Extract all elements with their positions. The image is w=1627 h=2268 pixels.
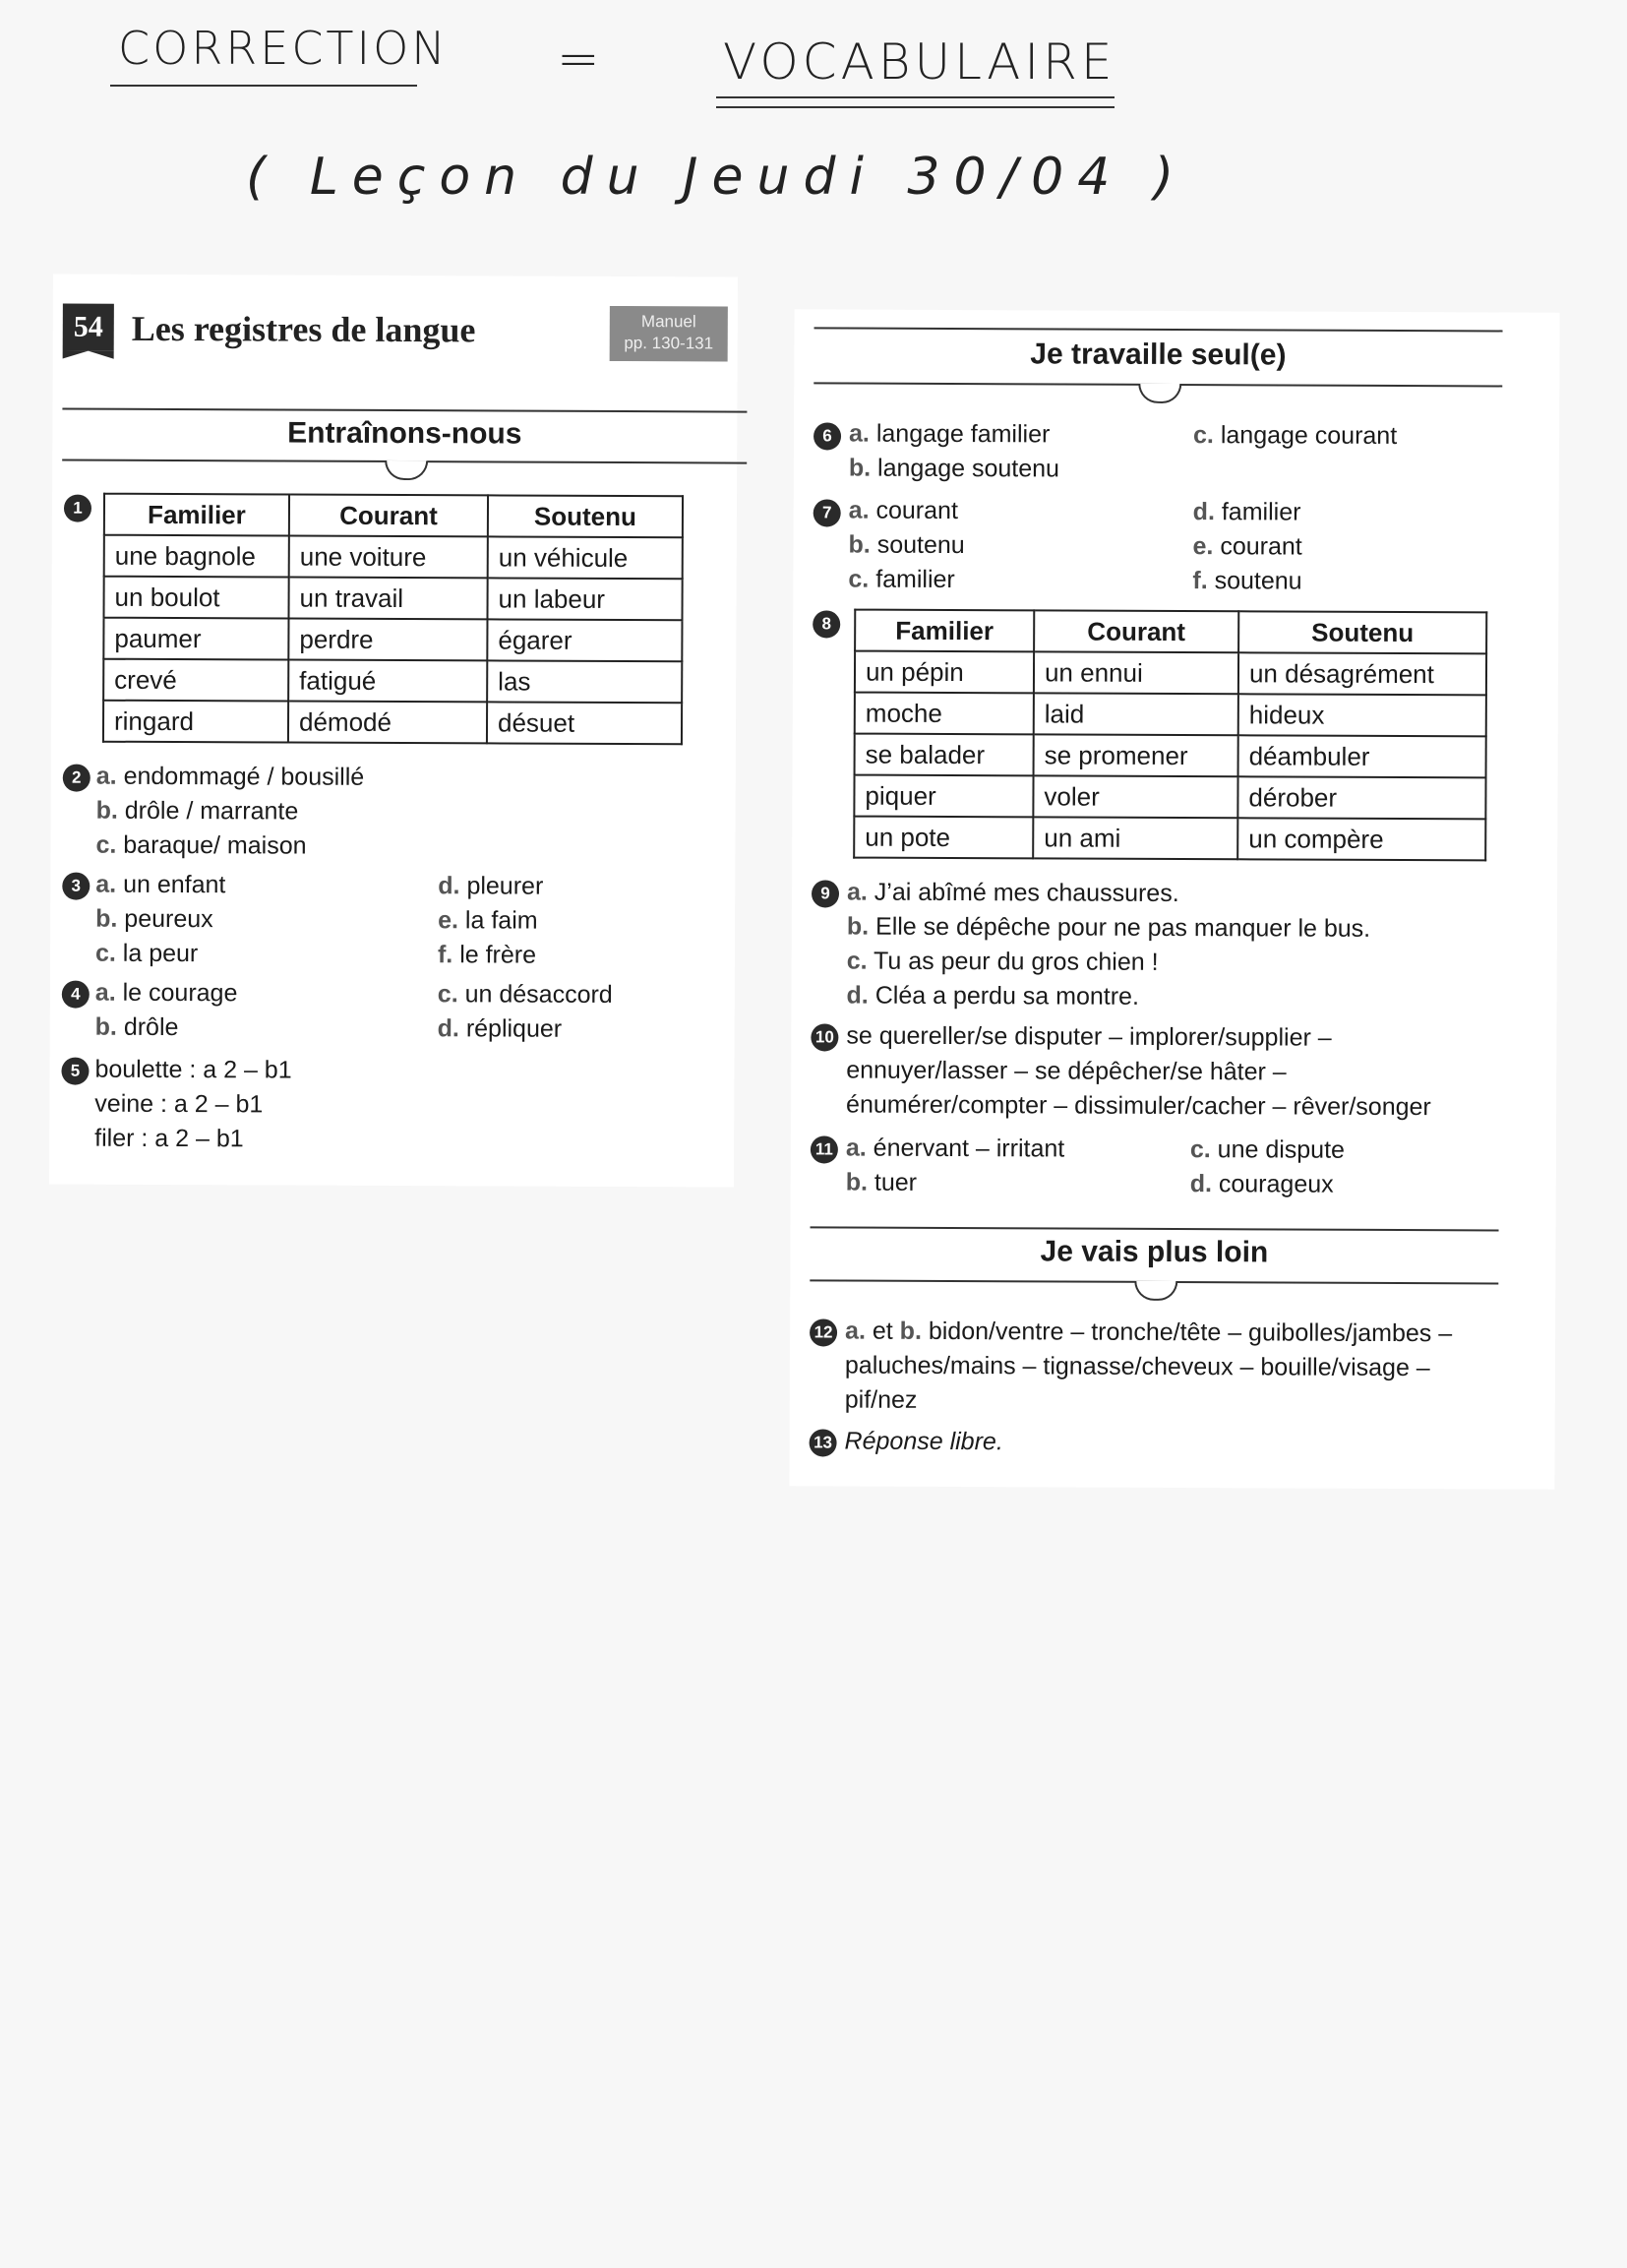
item-letter: b. [848,454,872,482]
table-cell: un pote [854,817,1033,859]
table-cell: paumer [103,618,288,660]
item-letter: e. [438,906,459,935]
item-text: énervant – irritant [873,1134,1065,1163]
item-text: soutenu [876,530,965,560]
table-header-row [855,610,1486,654]
exercise-7-item-d [1193,498,1301,526]
exercise-12-line-1 [845,1318,1452,1349]
item-text: J’ai abîmé mes chaussures. [874,878,1179,908]
exercise-number-badge: 3 [62,873,90,900]
header-familier: Familier [855,610,1034,652]
exercise-3-item-e [438,906,538,935]
section-title: Je travaille seul(e) [1030,337,1287,372]
handwritten-title-correction: CORRECTION [118,22,449,75]
table-row [103,577,682,621]
item-text: pleurer [466,872,544,900]
item-text: répliquer [465,1014,563,1043]
exercise-5-line: veine : a 2 – b1 [94,1089,264,1119]
exercise-number-badge: 5 [61,1058,89,1085]
item-text: endommagé / bousillé [123,762,365,791]
item-text: Cléa a perdu sa montre. [874,981,1140,1011]
exercise-7-item-e [1193,532,1302,561]
table-cell: une bagnole [104,535,289,578]
exercise-7-item-a [849,497,958,525]
exercise-6-item-b [849,455,1059,484]
item-text: courageux [1218,1170,1334,1198]
lesson-number: 54 [63,304,114,351]
table-cell: déambuler [1238,735,1486,777]
item-letter: a. [848,496,870,524]
item-text: peureux [124,904,213,934]
left-worksheet-clipping [49,274,738,1187]
item-text: familier [875,565,955,594]
exercise-12-line: pif/nez [844,1385,918,1414]
table-row [854,775,1485,820]
table-cell: un pépin [855,651,1034,694]
exercise-number-badge: 10 [811,1023,838,1051]
section-title: Je vais plus loin [1040,1235,1269,1269]
item-text: langage familier [875,419,1051,449]
exercise-9-item-c [847,948,1159,977]
item-text: courant [875,496,958,525]
exercise-4-item-a [95,979,238,1009]
table-cell: une voiture [289,536,488,579]
table-cell: hideux [1238,694,1486,736]
item-text: drôle [123,1012,179,1042]
item-text: langage soutenu [877,454,1060,483]
item-text: drôle / marrante [124,796,299,826]
item-letter: c. [1192,421,1214,450]
item-text: le courage [122,978,238,1008]
table-cell: un désagrément [1238,652,1486,695]
item-text: un enfant [123,870,226,899]
table-cell: un labeur [487,578,682,620]
right-worksheet-clipping [789,309,1559,1489]
item-letter: b. [95,796,118,825]
exercise-6-item-a [849,420,1050,450]
table-cell: moche [855,693,1034,735]
handwritten-equals: = [557,30,603,89]
item-letter: c. [848,565,870,593]
item-letter: f. [1192,567,1208,595]
exercise-3-item-a [95,871,225,900]
section-je-travaille-seul [814,327,1502,389]
manual-reference-tag [610,306,728,362]
table-cell: démodé [288,702,487,744]
table-cell: un travail [288,578,487,620]
item-text: la faim [464,906,538,935]
exercise-4-item-c [438,980,613,1010]
exercise-11-item-a [846,1134,1064,1164]
exercise-2-item-b [96,797,299,827]
exercise-number-badge: 8 [813,610,840,638]
item-text: langage courant [1220,421,1398,450]
item-letter: f. [437,941,453,969]
exercise-9-item-a [847,879,1179,908]
table-row [103,618,682,662]
item-letter: c. [95,830,117,859]
table-cell: las [487,660,682,703]
exercise-4-item-d [438,1014,563,1044]
item-text: tuer [874,1168,918,1196]
table-header-row [104,494,683,538]
exercise-3-item-f [438,941,536,969]
item-text: Tu as peur du gros chien ! [874,947,1159,976]
underline-vocabulaire-1 [716,96,1115,98]
item-text: bidon/ventre – tronche/tête – guibolles/jambes – [928,1317,1453,1348]
table-cell: piquer [854,775,1033,818]
handwritten-subtitle: ( Leçon du Jeudi 30/04 ) [246,148,1188,207]
item-letter: a. [95,762,117,790]
exercise-9-item-b [847,913,1370,944]
handwritten-title-vocabulaire: VOCABULAIRE [723,33,1116,91]
item-letter: b. [846,912,870,941]
item-letter: a. [845,1134,867,1162]
section-title: Entraînons-nous [287,416,522,451]
item-text: une dispute [1217,1135,1346,1164]
lesson-header [63,304,728,366]
item-letter: c. [1189,1135,1211,1164]
table-cell: un boulot [103,577,288,619]
exercise-number-badge: 9 [812,880,839,907]
table-cell: crevé [103,659,288,702]
item-text: Elle se dépêche pour ne pas manquer le bus. [874,912,1371,943]
exercise-7-item-b [849,531,965,561]
item-letter: c. [846,947,868,975]
table-row [104,535,683,580]
table-row [855,734,1486,778]
exercise-10-line: ennuyer/lasser – se dépêcher/se hâter – [846,1056,1287,1086]
underline-correction [110,85,417,87]
item-text: baraque/ maison [123,830,307,860]
exercise-3-item-b [95,905,213,935]
item-letter: b. [94,1012,117,1041]
exercise-number-badge: 12 [810,1318,837,1346]
header-soutenu: Soutenu [488,495,683,537]
item-letter: b. [848,530,871,559]
table-cell: dérober [1237,776,1485,819]
item-text: courant [1220,532,1302,561]
exercise-2-item-a [96,763,365,792]
table-cell: se balader [855,734,1034,776]
table-row [103,701,682,745]
item-letter: a. [95,870,117,898]
table-cell: un véhicule [488,536,683,579]
exercise-number-badge: 1 [64,495,91,522]
exercise-5-line: boulette : a 2 – b1 [94,1055,292,1084]
table-cell: un ami [1033,817,1237,859]
table-row [854,817,1485,861]
exercise-number-badge: 6 [814,422,841,450]
manual-ref-label: Manuel [640,312,696,332]
table-cell: ringard [103,701,288,743]
item-letter: a. [845,1317,867,1345]
exercise-11-item-d [1190,1170,1334,1199]
manual-ref-pages: pp. 130-131 [624,334,714,353]
item-letter: b. [95,904,118,933]
item-letter: d. [1192,498,1215,526]
item-letter: d. [1189,1170,1213,1198]
header-familier: Familier [104,494,289,536]
item-connector: et [872,1317,893,1345]
section-je-vais-plus-loin [810,1226,1498,1288]
exercise-7-item-f [1192,567,1301,595]
item-letter: a. [849,419,870,448]
item-letter: d. [846,981,869,1010]
table-cell: voler [1033,775,1237,818]
item-letter: c. [437,980,458,1009]
header-courant: Courant [1034,610,1238,652]
item-letter: d. [437,1014,459,1043]
exercise-3-item-c [95,940,198,968]
register-table-1 [102,493,684,746]
item-text: le frère [459,941,537,969]
exercise-7-item-c [848,566,955,594]
table-cell: laid [1034,693,1238,735]
table-cell: un ennui [1034,651,1238,694]
item-letter: e. [1192,532,1214,561]
exercise-10-line: énumérer/compter – dissimuler/cacher – rêver/songer [846,1090,1431,1122]
exercise-5-line: filer : a 2 – b1 [94,1124,244,1153]
exercise-11-item-c [1190,1135,1345,1165]
exercise-4-item-b [95,1013,179,1042]
table-row [855,693,1486,737]
exercise-number-badge: 4 [62,981,90,1009]
table-cell: égarer [487,619,682,661]
header-courant: Courant [289,495,488,537]
exercise-11-item-b [846,1169,917,1197]
exercise-2-item-c [95,831,306,861]
exercise-10-line: se quereller/se disputer – implorer/supplier – [846,1021,1332,1052]
exercise-13-text: Réponse libre. [844,1427,1003,1456]
item-text: familier [1221,498,1301,526]
item-letter: a. [94,978,116,1007]
exercise-number-badge: 13 [810,1429,837,1456]
exercise-3-item-d [438,872,543,900]
table-cell: se promener [1034,734,1238,776]
underline-vocabulaire-2 [716,106,1115,108]
table-cell: désuet [487,702,682,744]
section-entrainons-nous [62,408,747,470]
item-letter: b. [899,1317,922,1345]
register-table-8 [853,609,1487,862]
exercise-number-badge: 7 [814,499,841,526]
table-cell: perdre [288,619,487,661]
item-text: soutenu [1214,567,1302,595]
table-cell: un compère [1237,818,1485,860]
exercise-12-line: paluches/mains – tignasse/cheveux – bouille/visage – [844,1351,1430,1382]
item-letter: d. [438,872,460,900]
exercise-6-item-c [1193,421,1397,451]
exercise-number-badge: 11 [811,1135,838,1163]
item-letter: c. [94,939,116,967]
exercise-number-badge: 2 [63,765,90,792]
table-row [103,659,682,704]
header-soutenu: Soutenu [1238,611,1486,653]
table-row [855,651,1486,696]
item-letter: b. [845,1168,869,1196]
item-letter: a. [846,878,868,906]
lesson-title: Les registres de langue [131,308,476,350]
item-text: un désaccord [464,980,613,1009]
exercise-9-item-d [847,982,1139,1011]
table-cell: fatigué [288,660,487,703]
item-text: la peur [122,939,199,968]
